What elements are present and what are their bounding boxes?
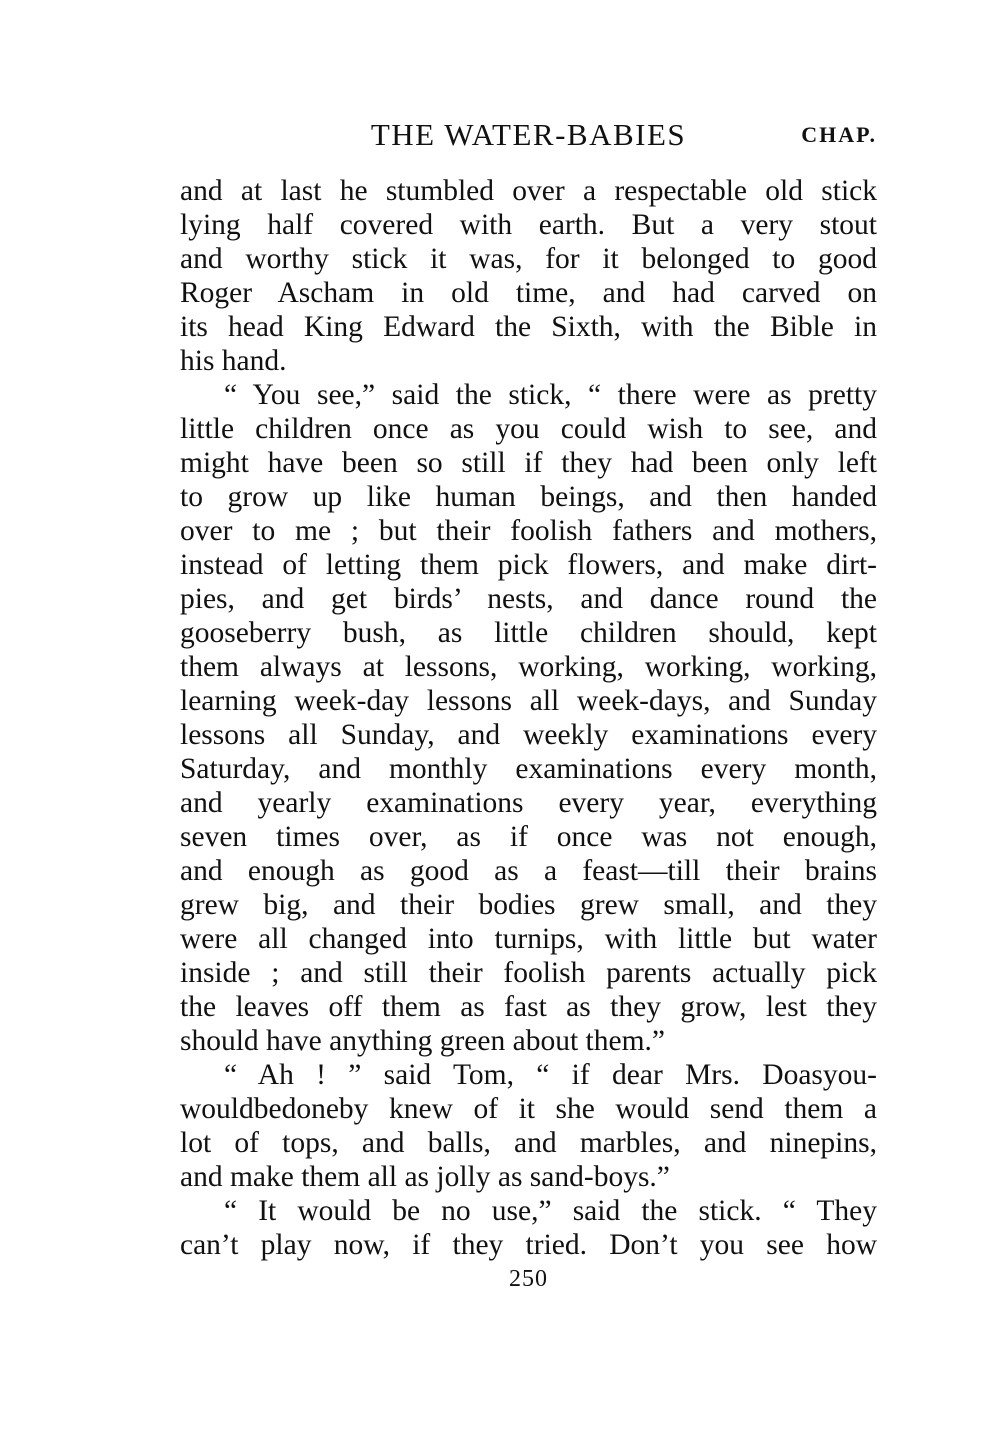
text-line: his hand. [180, 345, 287, 377]
text-line: gooseberry bush, as little children should, kept [180, 617, 877, 649]
page-number: 250 [509, 1266, 548, 1292]
text-line: and yearly examinations every year, everything [180, 787, 877, 819]
running-head-title: THE WATER-BABIES [370, 117, 687, 152]
text-line: “ It would be no use,” said the stick. “ They [224, 1195, 877, 1227]
text-line: learning week-day lessons all week-days, and Sunday [180, 685, 877, 717]
text-line: the leaves off them as fast as they grow, lest they [180, 991, 877, 1023]
text-line: can’t play now, if they tried. Don’t you see how [180, 1229, 877, 1261]
text-line: to grow up like human beings, and then handed [180, 481, 877, 513]
text-line: over to me ; but their foolish fathers and mothers, [180, 515, 877, 547]
text-line: them always at lessons, working, working, working, [180, 651, 877, 683]
text-line: instead of letting them pick flowers, and make dirt- [180, 549, 877, 581]
text-line: and make them all as jolly as sand-boys.” [180, 1161, 670, 1193]
paragraph-3 [180, 1058, 877, 1194]
text-line: wouldbedoneby knew of it she would send them a [180, 1093, 877, 1125]
paragraph-4 [180, 1194, 877, 1262]
text-line: were all changed into turnips, with little but water [180, 923, 877, 955]
paragraph-1 [180, 174, 877, 378]
running-head [180, 113, 877, 157]
text-line: might have been so still if they had been only left [180, 447, 877, 479]
text-line: seven times over, as if once was not enough, [180, 821, 877, 853]
text-line: lying half covered with earth. But a very stout [180, 209, 877, 241]
text-line: and worthy stick it was, for it belonged to good [180, 243, 877, 275]
text-line: lot of tops, and balls, and marbles, and ninepins, [180, 1127, 877, 1159]
text-line: “ Ah ! ” said Tom, “ if dear Mrs. Doasyou- [224, 1059, 877, 1091]
text-line: grew big, and their bodies grew small, and they [180, 889, 877, 921]
text-line: “ You see,” said the stick, “ there were as pretty [224, 379, 877, 411]
running-head-chapter-label: CHAP. [801, 122, 877, 147]
text-line: little children once as you could wish to see, and [180, 413, 877, 445]
body-text [180, 174, 877, 1262]
text-line: and enough as good as a feast—till their brains [180, 855, 877, 887]
text-line: should have anything green about them.” [180, 1025, 665, 1057]
text-line: inside ; and still their foolish parents actually pick [180, 957, 877, 989]
text-line: lessons all Sunday, and weekly examinations every [180, 719, 877, 751]
text-line: pies, and get birds’ nests, and dance round the [180, 583, 877, 615]
text-line: Saturday, and monthly examinations every month, [180, 753, 877, 785]
text-line: its head King Edward the Sixth, with the Bible in [180, 311, 877, 343]
text-line: Roger Ascham in old time, and had carved on [180, 277, 877, 309]
text-line: and at last he stumbled over a respectable old stick [180, 175, 877, 207]
paragraph-2 [180, 378, 877, 1058]
